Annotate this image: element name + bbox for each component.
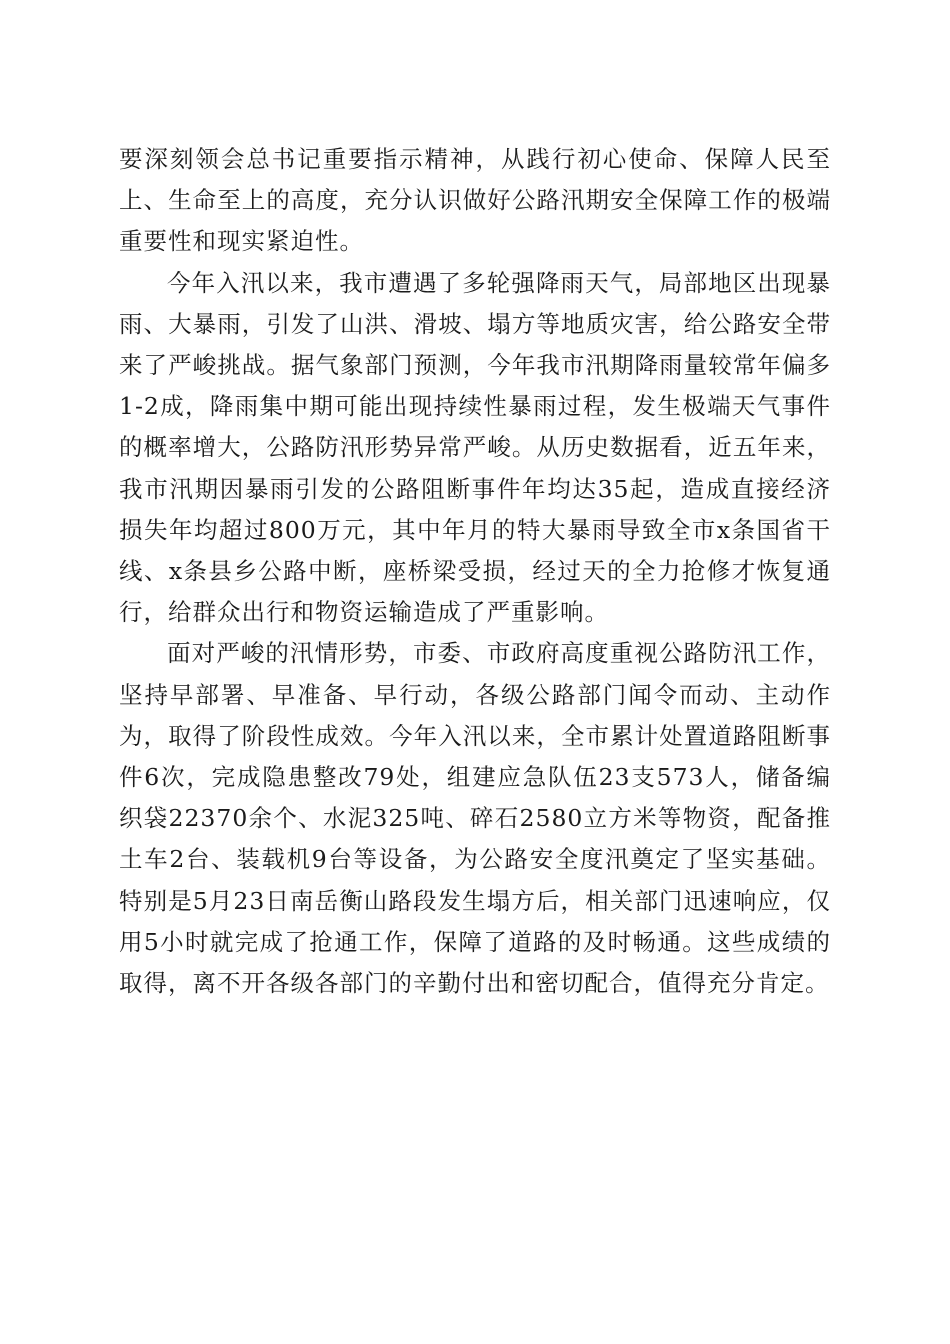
document-body (119, 139, 831, 1004)
paragraph-flood-situation: 今年入汛以来，我市遭遇了多轮强降雨天气，局部地区出现暴雨、大暴雨，引发了山洪、滑坡、塌方等地质灾害，给公路安全带来了严峻挑战。据气象部门预测，今年我市汛期降雨量较常年偏多1-2成，降雨集中期可能出现持续性暴雨过程，发生极端天气事件的概率增大，公路防汛形势异常严峻。从历史数据看，近五年来，我市汛期因暴雨引发的公路阻断事件年均达35起，造成直接经济损失年均超过800万元，其中年月的特大暴雨导致全市x条国省干线、x条县乡公路中断，座桥梁受损，经过天的全力抢修才恢复通行，给群众出行和物资运输造成了严重影响。 (119, 268, 831, 627)
paragraph-achievements: 面对严峻的汛情形势，市委、市政府高度重视公路防汛工作，坚持早部署、早准备、早行动，各级公路部门闻令而动、主动作为，取得了阶段性成效。今年入汛以来，全市累计处置道路阻断事件6次，完成隐患整改79处，组建应急队伍23支573人，储备编织袋22370余个、水泥325吨、碎石2580立方米等物资，配备推土车2台、装载机9台等设备，为公路安全度汛奠定了坚实基础。特别是5月23日南岳衡山路段发生塌方后，相关部门迅速响应，仅用5小时就完成了抢通工作，保障了道路的及时畅通。这些成绩的取得，离不开各级各部门的辛勤付出和密切配合，值得充分肯定。 (119, 639, 831, 998)
paragraph-continuation: 要深刻领会总书记重要指示精神，从践行初心使命、保障人民至上、生命至上的高度，充分认识做好公路汛期安全保障工作的极端重要性和现实紧迫性。 (119, 145, 831, 256)
